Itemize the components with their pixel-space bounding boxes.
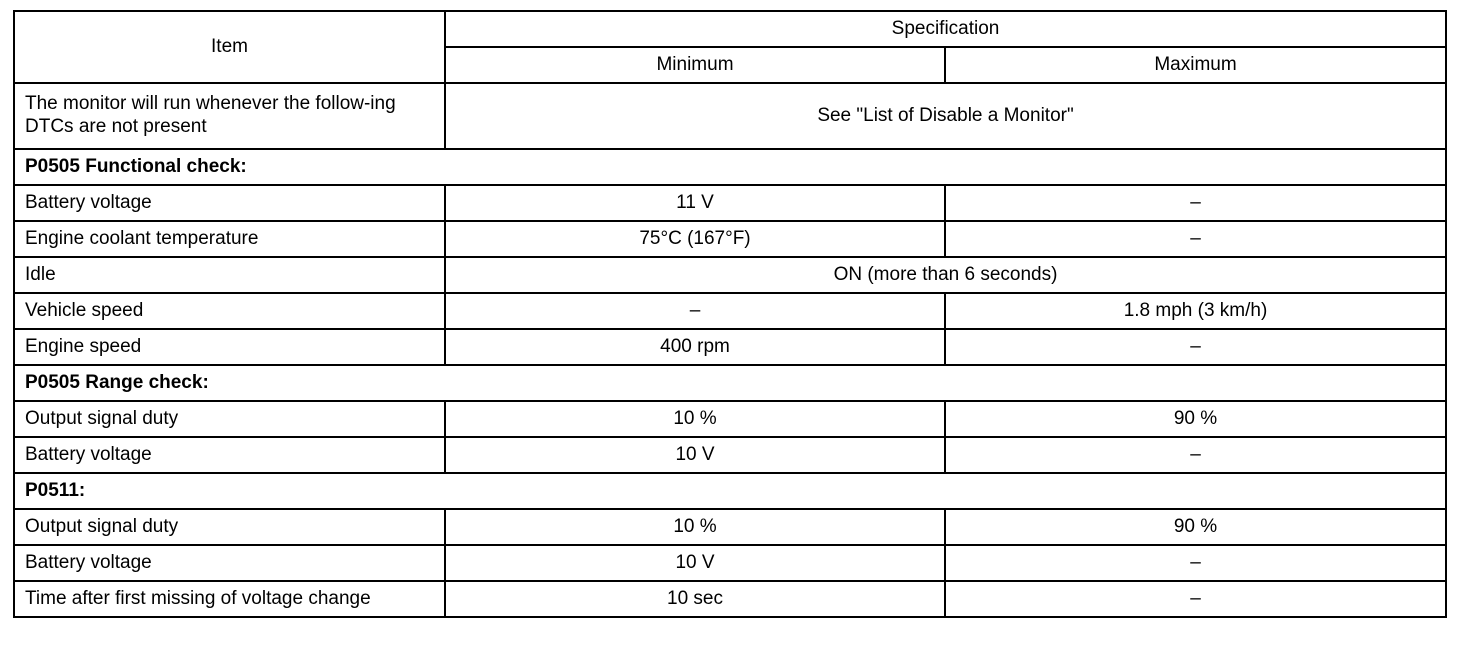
row-max: 1.8 mph (3 km/h): [945, 293, 1446, 329]
table-row: [14, 293, 1446, 329]
row-span-value: ON (more than 6 seconds): [445, 257, 1446, 293]
row-item: Battery voltage: [14, 185, 445, 221]
section-title: P0505 Functional check:: [14, 149, 1446, 185]
item-header: Item: [14, 11, 445, 83]
row-min: 10 V: [445, 437, 945, 473]
row-min: 400 rpm: [445, 329, 945, 365]
row-min: 10 %: [445, 401, 945, 437]
row-max: 90 %: [945, 509, 1446, 545]
condition-label: The monitor will run whenever the follow-ing DTCs are not present: [14, 83, 445, 149]
row-item: Engine speed: [14, 329, 445, 365]
row-item: Output signal duty: [14, 401, 445, 437]
row-item: Battery voltage: [14, 437, 445, 473]
table-row: [14, 185, 1446, 221]
row-min: 10 %: [445, 509, 945, 545]
condition-value: See "List of Disable a Monitor": [445, 83, 1446, 149]
table-row: [14, 329, 1446, 365]
row-min: 10 V: [445, 545, 945, 581]
row-max: –: [945, 581, 1446, 617]
row-min: –: [445, 293, 945, 329]
row-max: –: [945, 545, 1446, 581]
row-max: –: [945, 221, 1446, 257]
row-item: Output signal duty: [14, 509, 445, 545]
minimum-header: Minimum: [445, 47, 945, 83]
row-item: Idle: [14, 257, 445, 293]
row-max: 90 %: [945, 401, 1446, 437]
table-row: [14, 221, 1446, 257]
specification-table: [13, 10, 1447, 618]
maximum-header: Maximum: [945, 47, 1446, 83]
row-item: Battery voltage: [14, 545, 445, 581]
table-row: [14, 257, 1446, 293]
row-max: –: [945, 329, 1446, 365]
row-item: Engine coolant temperature: [14, 221, 445, 257]
table-row: [14, 545, 1446, 581]
table-row: [14, 581, 1446, 617]
section-title: P0511:: [14, 473, 1446, 509]
section-title: P0505 Range check:: [14, 365, 1446, 401]
row-min: 75°C (167°F): [445, 221, 945, 257]
row-max: –: [945, 437, 1446, 473]
table-row: [14, 437, 1446, 473]
specification-header: Specification: [445, 11, 1446, 47]
row-min: 11 V: [445, 185, 945, 221]
row-min: 10 sec: [445, 581, 945, 617]
row-item: Time after first missing of voltage change: [14, 581, 445, 617]
row-item: Vehicle speed: [14, 293, 445, 329]
table-row: [14, 509, 1446, 545]
table-row: [14, 401, 1446, 437]
row-max: –: [945, 185, 1446, 221]
